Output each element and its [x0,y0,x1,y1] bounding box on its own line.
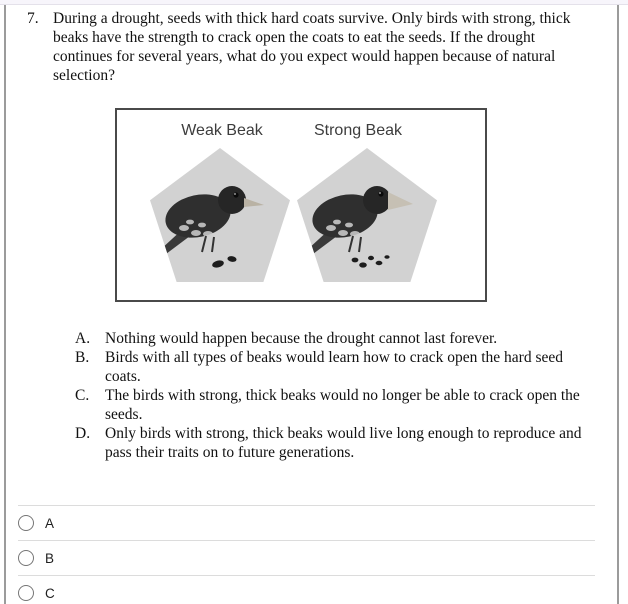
choice-text: Birds with all types of beaks would learn how to crack open the hard seed coats. [105,349,563,385]
question-figure [115,108,487,302]
right-border [617,5,619,604]
strong-beak-bird-illustration [297,148,437,282]
choices-list [75,329,587,462]
weak-beak-bird-illustration [150,148,290,282]
choice-text: The birds with strong, thick beaks would no longer be able to crack open the seeds. [105,387,580,423]
choice-d [75,424,587,462]
choice-text: Nothing would happen because the drought cannot last forever. [105,330,498,347]
strong-beak-label: Strong Beak [313,122,403,139]
question-number: 7. [27,10,39,27]
answer-label: B [45,550,55,566]
choice-letter: A. [75,330,91,347]
choice-letter: B. [75,349,90,366]
radio-button-b[interactable] [18,550,34,566]
choice-letter: C. [75,387,90,404]
choice-text: Only birds with strong, thick beaks would live long enough to reproduce and pass their traits on to future generations. [105,425,582,461]
seeds [211,255,237,268]
strong-beak-pentagon [297,148,437,282]
seeds [352,255,390,267]
choice-a [75,329,587,348]
answer-option-c[interactable] [18,575,595,604]
answer-option-a[interactable] [18,505,595,540]
top-strip [0,0,628,5]
question-text: During a drought, seeds with thick hard coats survive. Only birds with strong, thick beaks have the strength to crack open the coats to eat the seeds. If the drought continues for several years, what do you expect would happen because of natural selection? [53,10,571,84]
answer-label: C [45,585,55,601]
answer-option-b[interactable] [18,540,595,575]
weak-beak-label: Weak Beak [181,122,263,139]
answer-label: A [45,515,55,531]
left-border [4,5,6,604]
choice-b [75,348,587,386]
weak-beak-pentagon [150,148,290,282]
choice-letter: D. [75,425,91,442]
choice-c [75,386,587,424]
radio-button-a[interactable] [18,515,34,531]
answer-selection [18,505,595,604]
radio-button-c[interactable] [18,585,34,601]
